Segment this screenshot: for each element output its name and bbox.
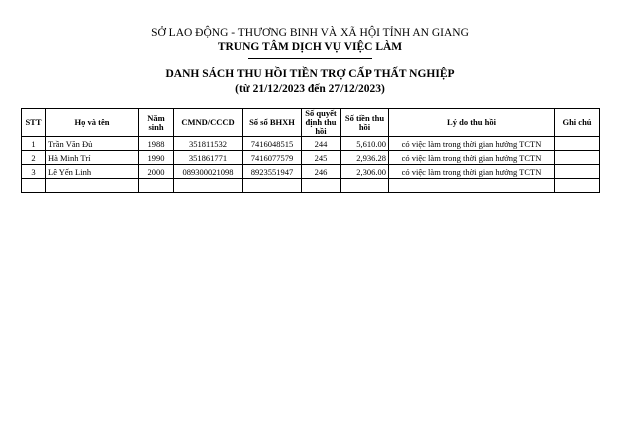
col-header-note: Ghi chú	[555, 109, 600, 137]
cell-reason: có việc làm trong thời gian hưởng TCTN	[389, 137, 555, 151]
cell-decision-no: 245	[302, 151, 341, 165]
table-row	[22, 165, 600, 179]
col-header-amount: Số tiền thu hồi	[341, 109, 389, 137]
col-header-decision-no: Số quyết định thu hồi	[302, 109, 341, 137]
table-header-row	[22, 109, 600, 137]
col-header-insurance-book: Số sổ BHXH	[243, 109, 302, 137]
header-divider	[248, 58, 372, 59]
cell-note	[555, 165, 600, 179]
cell-name: Hà Minh Trí	[46, 151, 139, 165]
cell-stt: 2	[22, 151, 46, 165]
cell-name: Trần Văn Đủ	[46, 137, 139, 151]
cell-id-card: 351811532	[174, 137, 243, 151]
cell-id-card: 089300021098	[174, 165, 243, 179]
table-row-empty	[22, 179, 600, 193]
center-name: TRUNG TÂM DỊCH VỤ VIỆC LÀM	[217, 41, 403, 53]
document-title: DANH SÁCH THU HỒI TIỀN TRỢ CẤP THẤT NGHIỆP	[165, 68, 455, 80]
cell-empty	[389, 179, 555, 193]
cell-id-card: 351861771	[174, 151, 243, 165]
cell-insurance-book: 8923551947	[243, 165, 302, 179]
cell-empty	[22, 179, 46, 193]
cell-empty	[243, 179, 302, 193]
cell-decision-no: 246	[302, 165, 341, 179]
cell-amount: 2,306.00	[341, 165, 389, 179]
cell-insurance-book: 7416077579	[243, 151, 302, 165]
recovery-table	[21, 108, 600, 193]
cell-birth-year: 1988	[139, 137, 174, 151]
department-name: SỞ LAO ĐỘNG - THƯƠNG BINH VÀ XÃ HỘI TỈNH AN GIANG	[151, 27, 469, 39]
cell-insurance-book: 7416048515	[243, 137, 302, 151]
col-header-stt: STT	[22, 109, 46, 137]
cell-stt: 1	[22, 137, 46, 151]
cell-empty	[555, 179, 600, 193]
col-header-name: Họ và tên	[46, 109, 139, 137]
cell-empty	[302, 179, 341, 193]
col-header-id-card: CMND/CCCD	[174, 109, 243, 137]
cell-stt: 3	[22, 165, 46, 179]
cell-empty	[139, 179, 174, 193]
cell-reason: có việc làm trong thời gian hưởng TCTN	[389, 165, 555, 179]
cell-empty	[174, 179, 243, 193]
cell-empty	[341, 179, 389, 193]
col-header-birth-year: Năm sinh	[139, 109, 174, 137]
cell-amount: 5,610.00	[341, 137, 389, 151]
cell-note	[555, 137, 600, 151]
cell-birth-year: 2000	[139, 165, 174, 179]
cell-decision-no: 244	[302, 137, 341, 151]
document-period: (từ 21/12/2023 đến 27/12/2023)	[235, 83, 385, 95]
table-row	[22, 137, 600, 151]
table-row	[22, 151, 600, 165]
col-header-reason: Lý do thu hồi	[389, 109, 555, 137]
cell-amount: 2,936.28	[341, 151, 389, 165]
cell-reason: có việc làm trong thời gian hưởng TCTN	[389, 151, 555, 165]
cell-name: Lê Yến Linh	[46, 165, 139, 179]
cell-note	[555, 151, 600, 165]
cell-birth-year: 1990	[139, 151, 174, 165]
cell-empty	[46, 179, 139, 193]
